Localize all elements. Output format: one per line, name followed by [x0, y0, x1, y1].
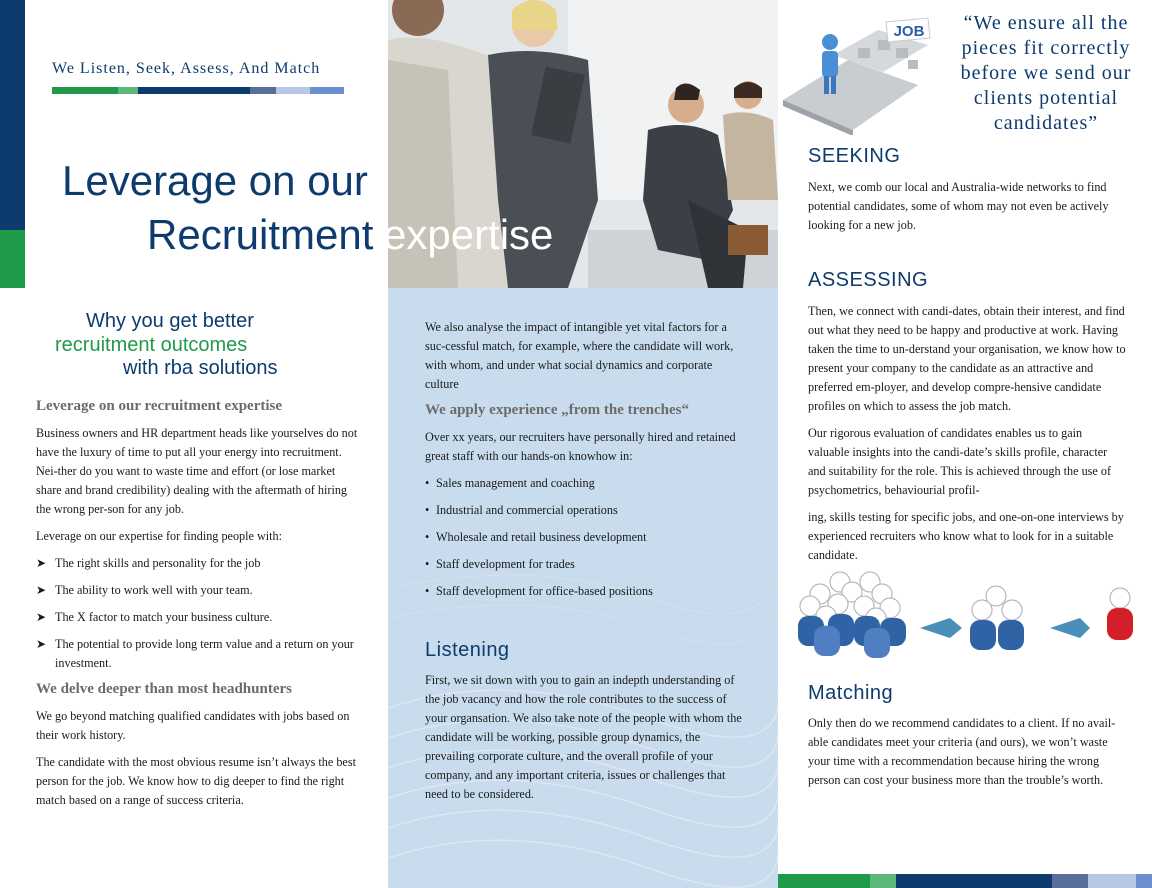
quote: “We ensure all the pieces fit correctly before we send our clients potential candidates”	[960, 12, 1132, 134]
headline-line2: Recruitment	[147, 211, 374, 258]
left-para-4: The candidate with the most obvious resume isn’t always the best person for the job. We know how to dig deeper to find the right match based on a range of success criteria.	[36, 755, 356, 807]
list-item: • Staff development for trades	[425, 555, 747, 574]
left-green-bar	[0, 230, 25, 288]
headline-line1: Leverage on our	[62, 157, 368, 204]
middle-para-1: We also analyse the impact of intangible yet vital factors for a suc-cessful match, for example, where the candidate will work, with whom, and under what social dynamics and corporate culture	[425, 320, 734, 391]
left-para-2: Leverage on our expertise for finding people with:	[36, 529, 283, 543]
list-item	[36, 581, 362, 600]
left-text-block-1	[36, 424, 362, 546]
why-line1: Why you get better	[86, 310, 254, 332]
arrow-bullet-icon: ➤	[36, 556, 47, 570]
arrow-bullet-icon: ➤	[36, 583, 47, 597]
tagline: We Listen, Seek, Assess, And Match	[52, 60, 321, 77]
list-item-text: The X factor to match your business culture.	[55, 610, 273, 624]
assessing-para-2: Our rigorous evaluation of candidates enables us to gain valuable insights into the candi-date’s skills profile, character and suitability for the role. This is achieved through the use of psychometrics, behaviourial profil-	[808, 426, 1112, 497]
job-puzzle-graphic	[778, 0, 948, 135]
list-item: • Wholesale and retail business development	[425, 528, 747, 547]
list-item	[36, 635, 362, 673]
assessing-para-1: Then, we connect with candi-dates, obtain their interest, and find out what they need to be happy and productive at work. Having taken the time to un-derstand your organisation, we know how to present your company to the candidate as an attractive and preferred em-ployer, and develop compre-hensive candidate profiles on which to assess the job match.	[808, 304, 1126, 413]
list-item: • Industrial and commercial operations	[425, 501, 747, 520]
list-item: • Staff development for office-based positions	[425, 582, 747, 601]
seeking-title: SEEKING	[808, 145, 901, 167]
bottom-stripe-slate	[1052, 874, 1088, 888]
left-text-block-2	[36, 707, 362, 810]
bottom-stripe-blue	[1136, 874, 1152, 888]
assessing-body	[808, 302, 1126, 565]
list-item	[36, 554, 362, 573]
why-line3: with rba solutions	[123, 357, 278, 379]
bottom-stripe-lightgreen	[870, 874, 896, 888]
matching-title: Matching	[808, 682, 894, 704]
assessing-title: ASSESSING	[808, 269, 929, 291]
left-para-3: We go beyond matching qualified candidates with jobs based on their work history.	[36, 709, 350, 742]
matching-text: Only then do we recommend candidates to a client. If no avail-able candidates meet your criteria (and ours), we won’t waste your time with a recommendation because hiring the wrong person can cost your business more than the trouble’s worth.	[808, 716, 1116, 787]
list-item-text: The ability to work well with your team.	[55, 583, 253, 597]
list-item	[36, 608, 362, 627]
arrow-bullet-icon: ➤	[36, 610, 47, 624]
left-para-1: Business owners and HR department heads like yourselves do not have the luxury of time to put all your energy into recruitment. Nei-ther do you want to waste time and effort (or lose market share and brand credibility) dealing with the aftermath of hiring the wrong per-son for any job.	[36, 426, 358, 516]
middle-para-2: Over xx years, our recruiters have personally hired and retained great staff with our hands-on knowhow in:	[425, 430, 736, 463]
middle-bullet-list	[425, 474, 747, 601]
middle-body	[425, 318, 747, 609]
seeking-text: Next, we comb our local and Australia-wide networks to find potential candidates, some of whom may not even be actively looking for a new job.	[808, 180, 1109, 232]
tagline-stripe	[52, 87, 344, 94]
list-item: • Sales management and coaching	[425, 474, 747, 493]
left-body	[36, 398, 362, 818]
bottom-stripe-green	[778, 874, 870, 888]
left-heading-1: Leverage on our recruitment expertise	[36, 398, 283, 414]
why-line2: recruitment outcomes	[55, 334, 248, 356]
listening-title: Listening	[425, 639, 510, 661]
middle-heading: We apply experience „from the trenches“	[425, 402, 689, 418]
bottom-stripe-pale	[1088, 874, 1136, 888]
people-funnel-illustration	[790, 570, 1140, 680]
left-heading-2: We delve deeper than most headhunters	[36, 681, 292, 697]
puzzle-illustration	[778, 0, 948, 135]
headline-line2-photo-word: expertise	[383, 211, 554, 258]
bottom-stripe-navy	[896, 874, 1052, 888]
assessing-para-3: ing, skills testing for specific jobs, and one-on-one interviews by experienced recruiters who know what to look for in a suitable candidate.	[808, 510, 1124, 562]
listening-text: First, we sit down with you to gain an indepth understanding of the job vacancy and how the role contributes to the success of your organsation. We also take note of the people with whom the candidate will be working, possible group dynamics, the prevailing corporate culture, and the overall profile of your company, and any important criteria, issues or challenges that need to be considered.	[425, 673, 742, 801]
arrow-bullet-icon: ➤	[36, 637, 47, 651]
matching-graphic	[790, 570, 1140, 680]
left-arrow-list	[36, 554, 362, 673]
list-item-text: The potential to provide long term value and a return on your investment.	[55, 637, 354, 670]
list-item-text: The right skills and personality for the job	[55, 556, 261, 570]
left-navy-bar	[0, 0, 25, 230]
job-label: JOB	[893, 23, 925, 40]
